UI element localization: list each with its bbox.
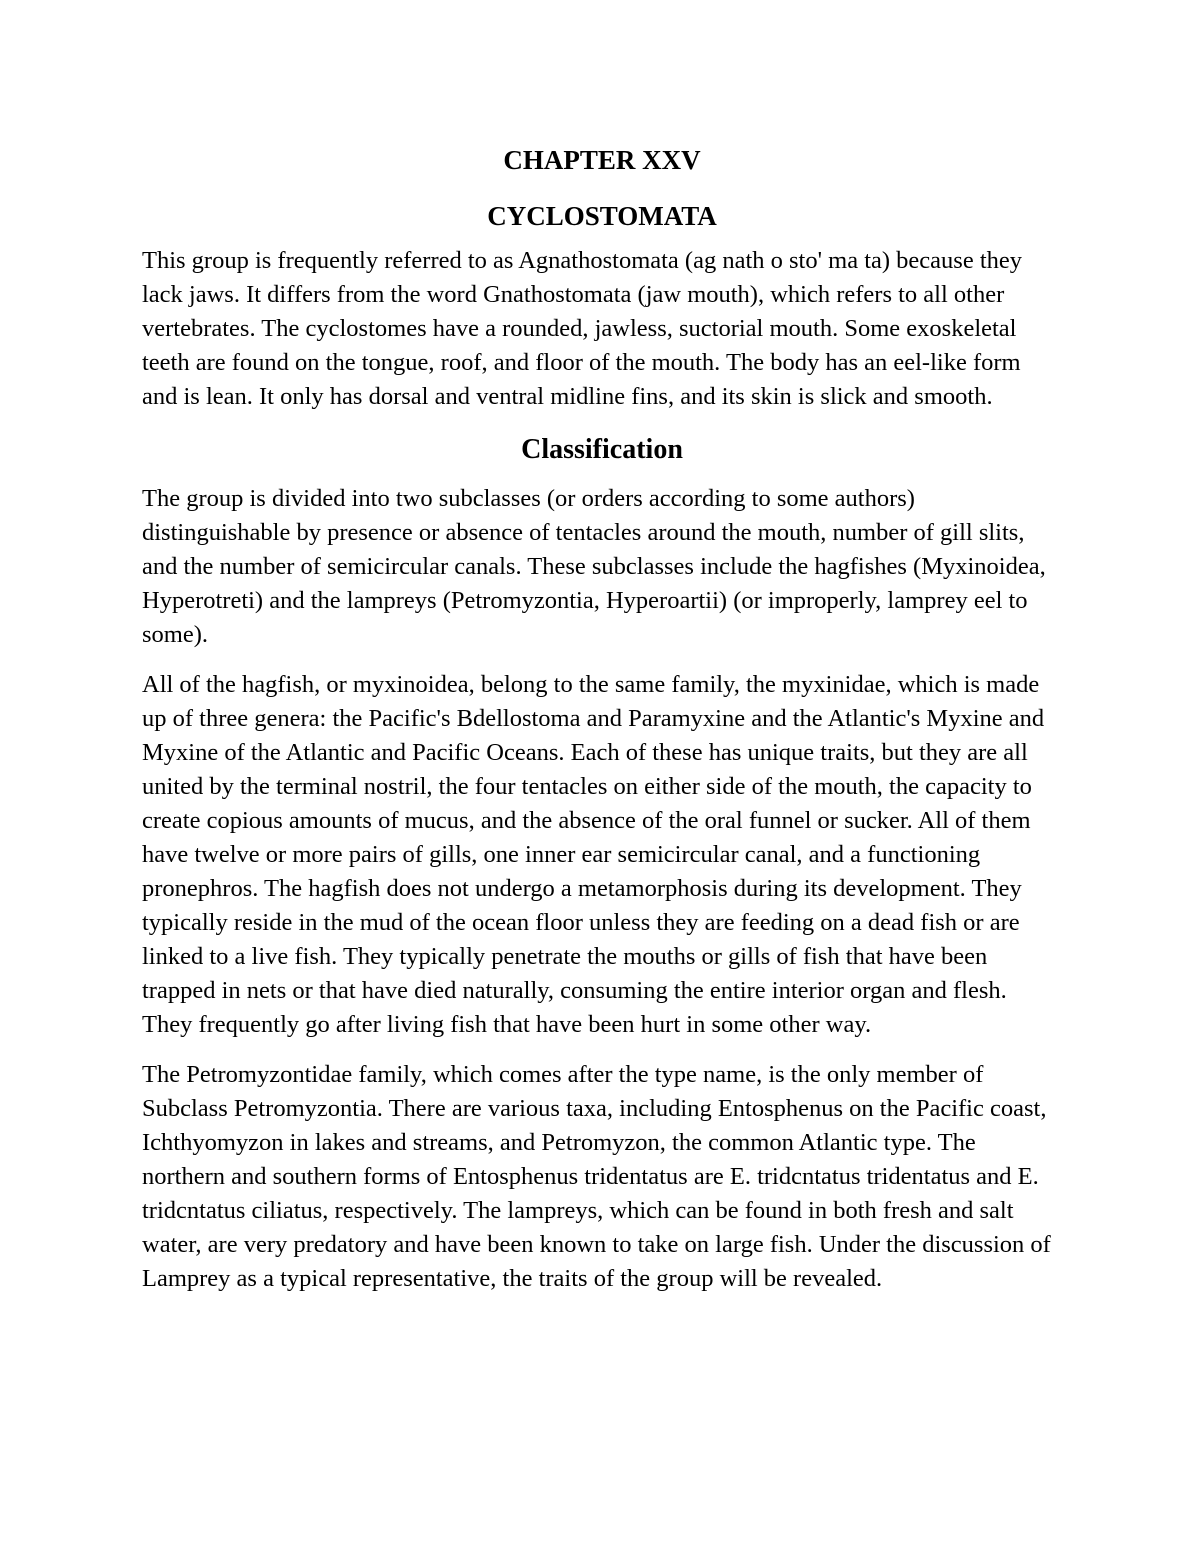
classification-heading: Classification bbox=[521, 434, 683, 465]
chapter-title: CHAPTER XXV bbox=[503, 145, 701, 175]
paragraph-lampreys: The Petromyzontidae family, which comes after the type name, is the only member of Subclass Petromyzontia. There are various taxa, including Entosphenus on the Pacific coast, Ichthyomyzon in lakes and streams, and Petromyzon, the common Atlantic type. The northern and southern forms of Entosphenus tridentatus are E. tridcntatus tridentatus and E. tridcntatus ciliatus, respectively. The lampreys, which can be found in both fresh and salt water, are very predatory and have been known to take on large fish. Under the discussion of Lamprey as a typical representative, the traits of the group will be revealed. bbox=[142, 1061, 1051, 1292]
paragraph-subclasses: The group is divided into two subclasses (or orders according to some authors) distinguishable by presence or absence of tentacles around the mouth, number of gill slits, and the number of semicircular canals. These subclasses include the hagfishes (Myxinoidea, Hyperotreti) and the lampreys (Petromyzontia, Hyperoartii) (or improperly, lamprey eel to some). bbox=[142, 485, 1046, 648]
document-page bbox=[142, 140, 1062, 1312]
intro-paragraph: This group is frequently referred to as Agnathostomata (ag nath o sto' ma ta) because they lack jaws. It differs from the word Gnathostomata (jaw mouth), which refers to all other vertebrates. The cyclostomes have a rounded, jawless, suctorial mouth. Some exoskeletal teeth are found on the tongue, roof, and floor of the mouth. The body has an eel-like form and is lean. It only has dorsal and ventral midline fins, and its skin is slick and smooth. bbox=[142, 247, 1023, 410]
section-title: CYCLOSTOMATA bbox=[487, 201, 717, 231]
paragraph-hagfish: All of the hagfish, or myxinoidea, belong to the same family, the myxinidae, which is made up of three genera: the Pacific's Bdellostoma and Paramyxine and the Atlantic's Myxine and Myxine of the Atlantic and Pacific Oceans. Each of these has unique traits, but they are all united by the terminal nostril, the four tentacles on either side of the mouth, the capacity to create copious amounts of mucus, and the absence of the oral funnel or sucker. All of them have twelve or more pairs of gills, one inner ear semicircular canal, and a functioning pronephros. The hagfish does not undergo a metamorphosis during its development. They typically reside in the mud of the ocean floor unless they are feeding on a dead fish or are linked to a live fish. They typically penetrate the mouths or gills of fish that have been trapped in nets or that have died naturally, consuming the entire interior organ and flesh. They frequently go after living fish that have been hurt in some other way. bbox=[142, 671, 1045, 1038]
